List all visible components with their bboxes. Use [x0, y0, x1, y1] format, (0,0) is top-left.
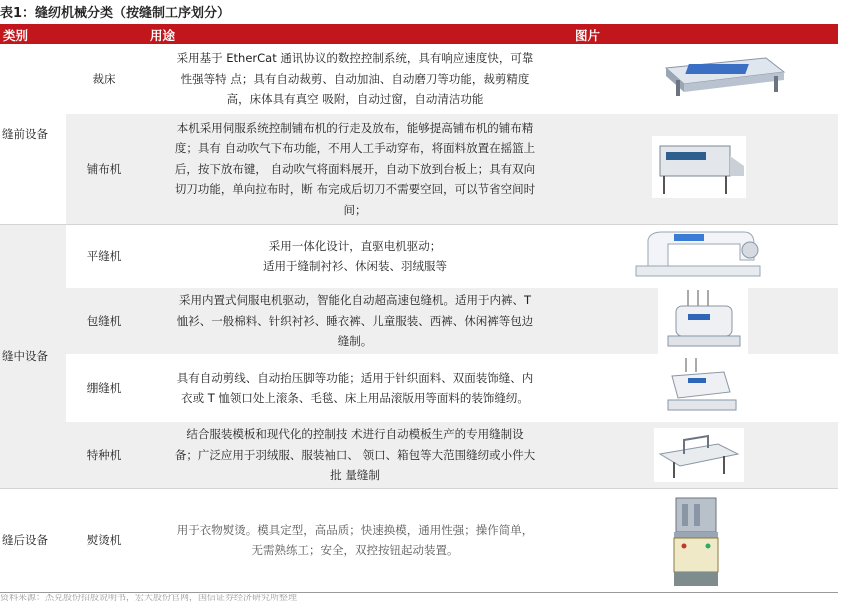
row-name: 绷缝机	[86, 380, 122, 395]
table-row	[66, 354, 838, 422]
usage-line: 衣或 T 恤领口处上滚条、毛毯、床上用品滚版用等面料的装饰缝纫。	[181, 391, 529, 405]
usage-line: 用于衣物熨烫。模具定型，高品质；快速换模，通用性强；操作简单，	[176, 522, 534, 537]
coverstitch-machine-image	[664, 356, 740, 420]
usage-line: 度；具有 自动吹气下布功能，不用人工手动穿布，将面料放置在摇篮上	[174, 141, 536, 156]
row-usage	[146, 224, 564, 288]
table-row	[66, 422, 838, 488]
usage-line: 采用内置式伺服电机驱动，智能化自动超高速包缝机。适用于内裤、T	[178, 293, 532, 308]
row-name: 包缝机	[86, 313, 122, 328]
usage-line: 本机采用伺服系统控制铺布机的行走及放布，能够提高铺布机的铺布精	[176, 120, 534, 135]
spreading-machine-image	[652, 136, 746, 198]
usage-line: 备；广泛应用于羽绒服、服装袖口、 领口、箱包等大范围缝纫或小件大	[174, 447, 536, 462]
usage-line: 高，床体具有真空 吸附，自动过窗，自动清洁功能	[226, 92, 484, 107]
ironing-machine-image	[668, 494, 724, 590]
usage-line: 适用于缝制衬衫、休闲装、羽绒服等	[263, 259, 447, 273]
table-header	[0, 24, 838, 44]
usage-line: 具有自动剪线、自动抬压脚等功能；适用于针织面料、双面装饰缝、内	[176, 370, 534, 385]
row-name: 裁床	[92, 71, 116, 86]
row-usage	[146, 354, 564, 422]
row-name: 铺布机	[86, 161, 122, 176]
usage-line: 缝制。	[337, 334, 373, 349]
group-mid: 缝中设备	[2, 349, 48, 363]
table-row	[66, 488, 838, 592]
cutting-bed-image	[656, 50, 786, 102]
header-usage: 用途	[150, 28, 176, 43]
row-name: 熨烫机	[86, 532, 122, 547]
header-category: 类别	[3, 28, 29, 43]
table-bottom-rule	[0, 592, 838, 593]
lockstitch-machine-image	[628, 226, 768, 284]
row-usage	[146, 47, 564, 111]
row-usage	[146, 116, 564, 222]
usage-line: 后，按下放布键， 自动吹气将面料展开，自动下放到台板上；具有双向	[174, 161, 536, 176]
usage-line: 间；	[343, 202, 367, 217]
group-pre: 缝前设备	[2, 127, 48, 141]
usage-line: 性强等特 点；具有自动裁剪、自动加油、自动磨刀等功能，裁剪精度	[180, 71, 530, 86]
table-row	[66, 224, 838, 288]
usage-line: 恤衫、一般棉料、针织衬衫、睡衣裤、儿童服装、西裤、休闲裤等包边	[176, 313, 534, 328]
table-row	[66, 114, 838, 224]
table-row	[66, 44, 838, 114]
group-post: 缝后设备	[2, 533, 48, 547]
usage-line: 无需熟练工；安全，双控按钮起动装置。	[251, 543, 459, 557]
template-sewing-machine-image	[654, 428, 744, 482]
overlock-machine-image	[658, 288, 748, 354]
table-row	[66, 288, 838, 354]
usage-line: 结合服装模板和现代化的控制技 术进行自动模板生产的专用缝制设	[186, 427, 524, 442]
header-image: 图片	[575, 28, 601, 43]
row-name: 平缝机	[86, 248, 122, 263]
source-note: 资料来源：杰克股份招股说明书，宏大股份官网，国信证券经济研究所整理	[0, 594, 298, 603]
table-title: 表1：缝纫机械分类（按缝制工序划分）	[0, 6, 231, 21]
usage-line: 切刀功能，单向拉布时，断 布完成后切刀不需要空回，可以节省空间时	[174, 182, 536, 197]
usage-line: 批 量缝制	[330, 468, 380, 483]
row-usage	[146, 423, 564, 487]
row-usage	[146, 289, 564, 353]
usage-line: 采用一体化设计，直驱电机驱动；	[268, 238, 442, 253]
usage-line: 采用基于 EtherCat 通讯协议的数控控制系统，具有响应速度快，可靠	[176, 51, 534, 66]
row-name: 特种机	[86, 447, 122, 462]
row-usage	[146, 488, 564, 592]
